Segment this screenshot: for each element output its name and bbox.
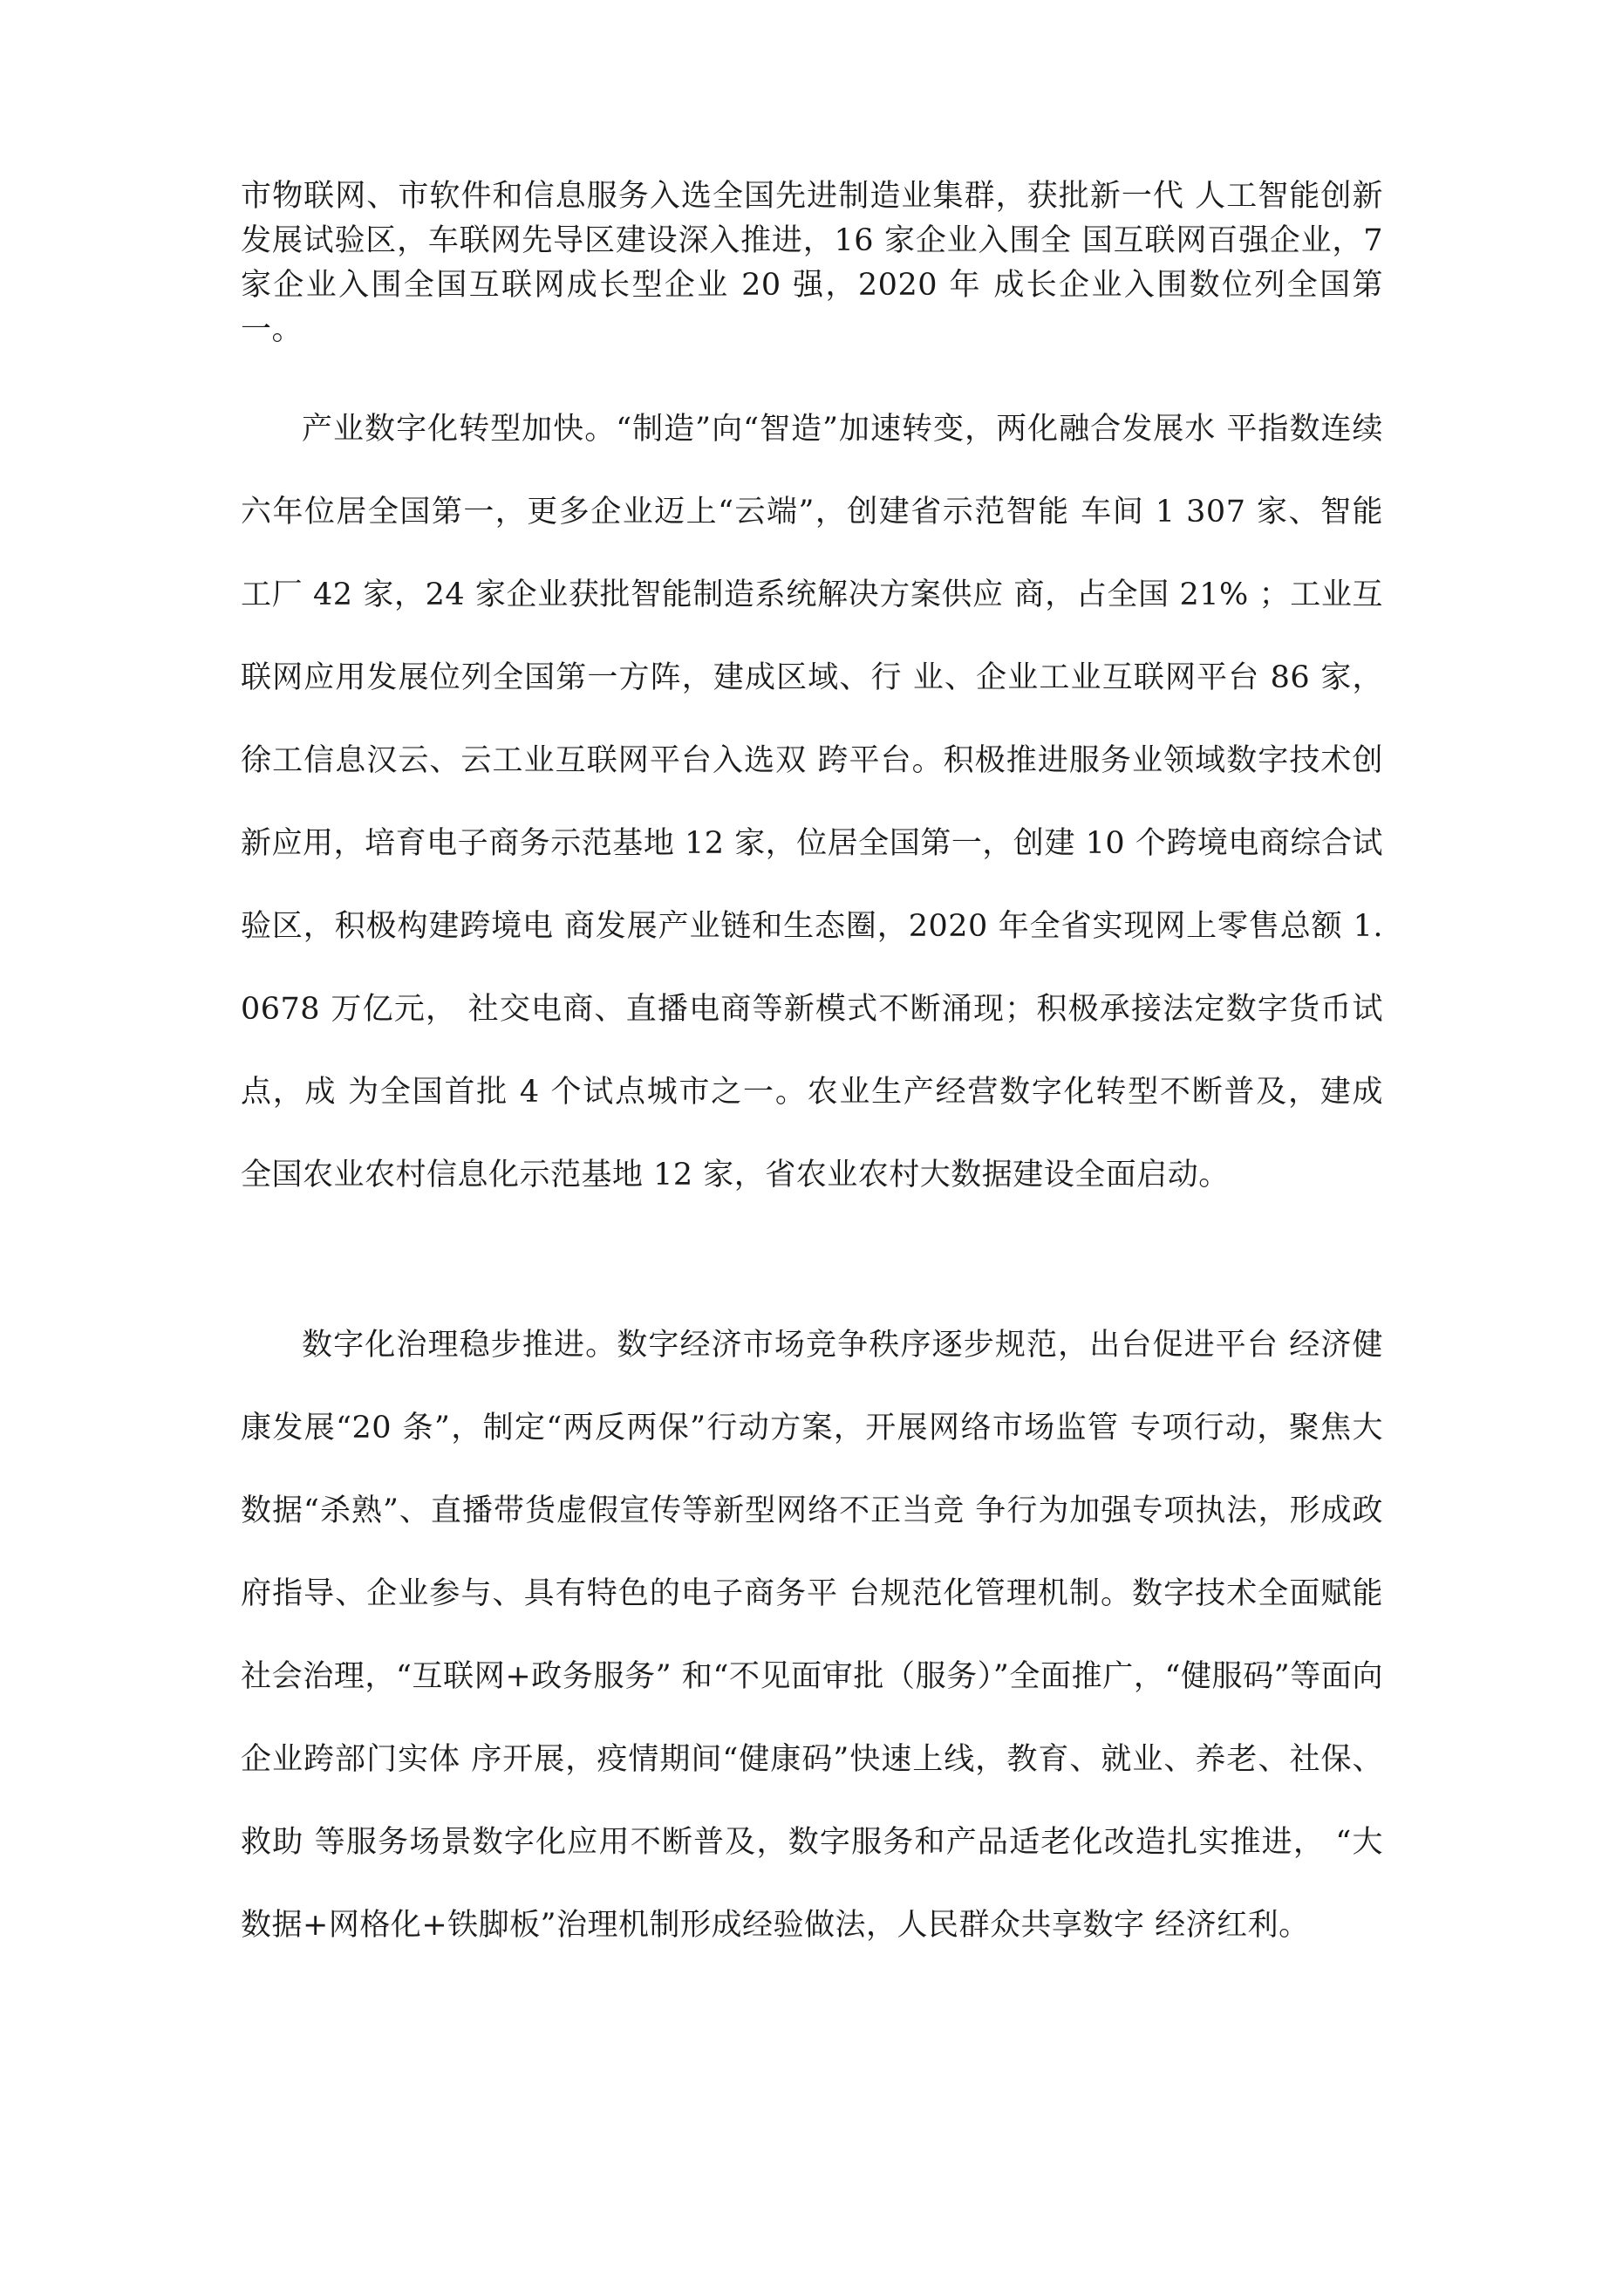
paragraph-industry-clusters: 市物联网、市软件和信息服务入选全国先进制造业集群，获批新一代 人工智能创新发展试验区，车联网先导区建设深入推进，16 家企业入围全 国互联网百强企业，7 家企业入围全国互联网成长型企业 20 强，2020 年 成长企业入围数位列全国第一。: [241, 179, 1383, 347]
paragraph-digital-governance: 数字化治理稳步推进。数字经济市场竞争秩序逐步规范，出台促进平台 经济健康发展“20 条”，制定“两反两保”行动方案，开展网络市场监管 专项行动，聚焦大数据“杀熟”、直播带货虚假宣传等新型网络不正当竞 争行为加强专项执法，形成政府指导、企业参与、具有特色的电子商务平 台规范化管理机制。数字技术全面赋能社会治理，“互联网+政务服务” 和“不见面审批（服务）”全面推广，“健服码”等面向企业跨部门实体 序开展，疫情期间“健康码”快速上线，教育、就业、养老、社保、救助 等服务场景数字化应用不断普及，数字服务和产品适老化改造扎实推进， “大数据+网格化+铁脚板”治理机制形成经验做法，人民群众共享数字 经济红利。: [241, 1328, 1383, 1943]
paragraph-industrial-digitalization: 产业数字化转型加快。“制造”向“智造”加速转变，两化融合发展水 平指数连续六年位居全国第一，更多企业迈上“云端”，创建省示范智能 车间 1 307 家、智能工厂 42 家，24 家企业获批智能制造系统解决方案供应 商，占全国 21% ；工业互联网应用发展位列全国第一方阵，建成区域、行 业、企业工业互联网平台 86 家，徐工信息汉云、云工业互联网平台入选双 跨平台。积极推进服务业领域数字技术创新应用，培育电子商务示范基地 12 家，位居全国第一，创建 10 个跨境电商综合试验区，积极构建跨境电 商发展产业链和生态圈，2020 年全省实现网上零售总额 1. 0678 万亿元， 社交电商、直播电商等新模式不断涌现；积极承接法定数字货币试点，成 为全国首批 4 个试点城市之一。农业生产经营数字化转型不断普及，建成 全国农业农村信息化示范基地 12 家，省农业农村大数据建设全面启动。: [241, 412, 1383, 1192]
